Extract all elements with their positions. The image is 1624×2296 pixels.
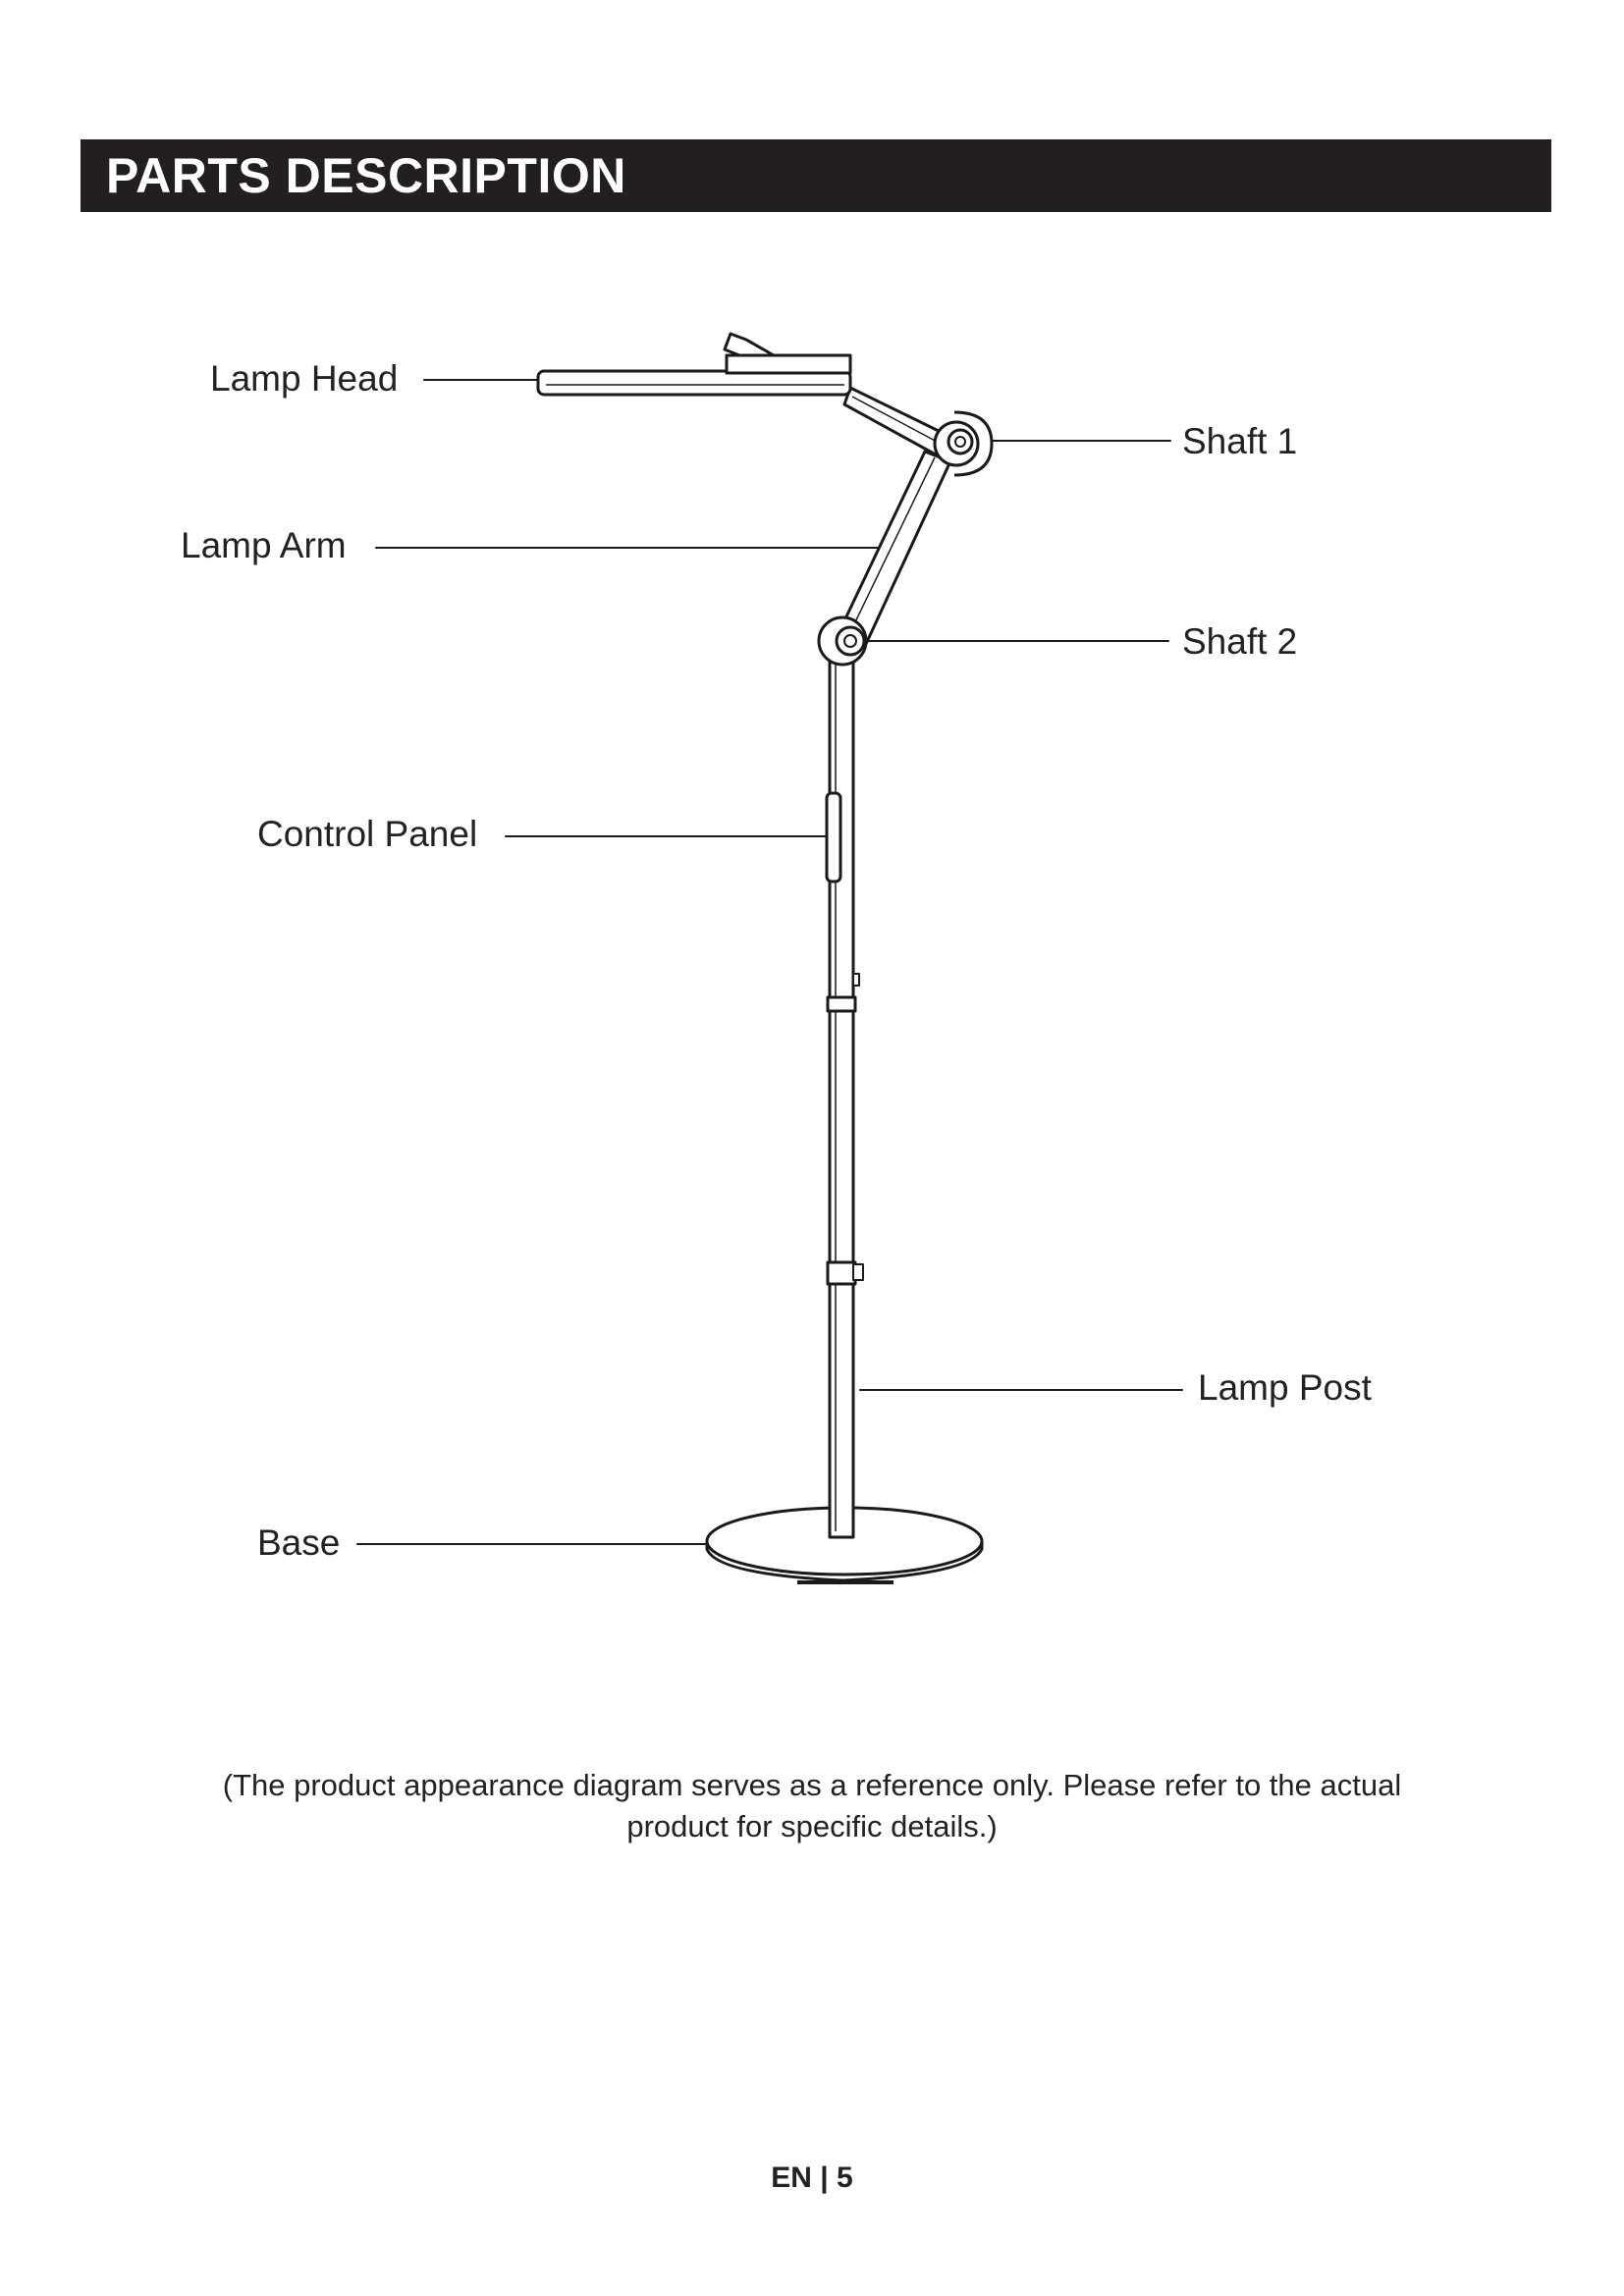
label-base: Base <box>257 1522 341 1563</box>
lamp-post <box>830 648 853 1537</box>
label-lamp-arm: Lamp Arm <box>181 525 347 565</box>
disclaimer-line-2: product for specific details.) <box>626 1809 998 1843</box>
lamp-drawing <box>538 334 992 1582</box>
control-panel <box>827 793 840 881</box>
lamp-head <box>538 334 850 395</box>
disclaimer-line-1: (The product appearance diagram serves as a reference only. Please refer to the actual <box>222 1768 1402 1802</box>
page-number: EN | 5 <box>771 2162 853 2194</box>
label-lamp-post: Lamp Post <box>1198 1367 1372 1408</box>
page-title: PARTS DESCRIPTION <box>106 148 626 203</box>
label-control-panel: Control Panel <box>257 814 478 854</box>
shaft-2-joint <box>819 617 866 665</box>
disclaimer-note <box>98 1765 1526 1847</box>
label-shaft-2: Shaft 2 <box>1182 621 1298 662</box>
label-lamp-head: Lamp Head <box>210 358 399 399</box>
label-shaft-1: Shaft 1 <box>1182 421 1298 461</box>
